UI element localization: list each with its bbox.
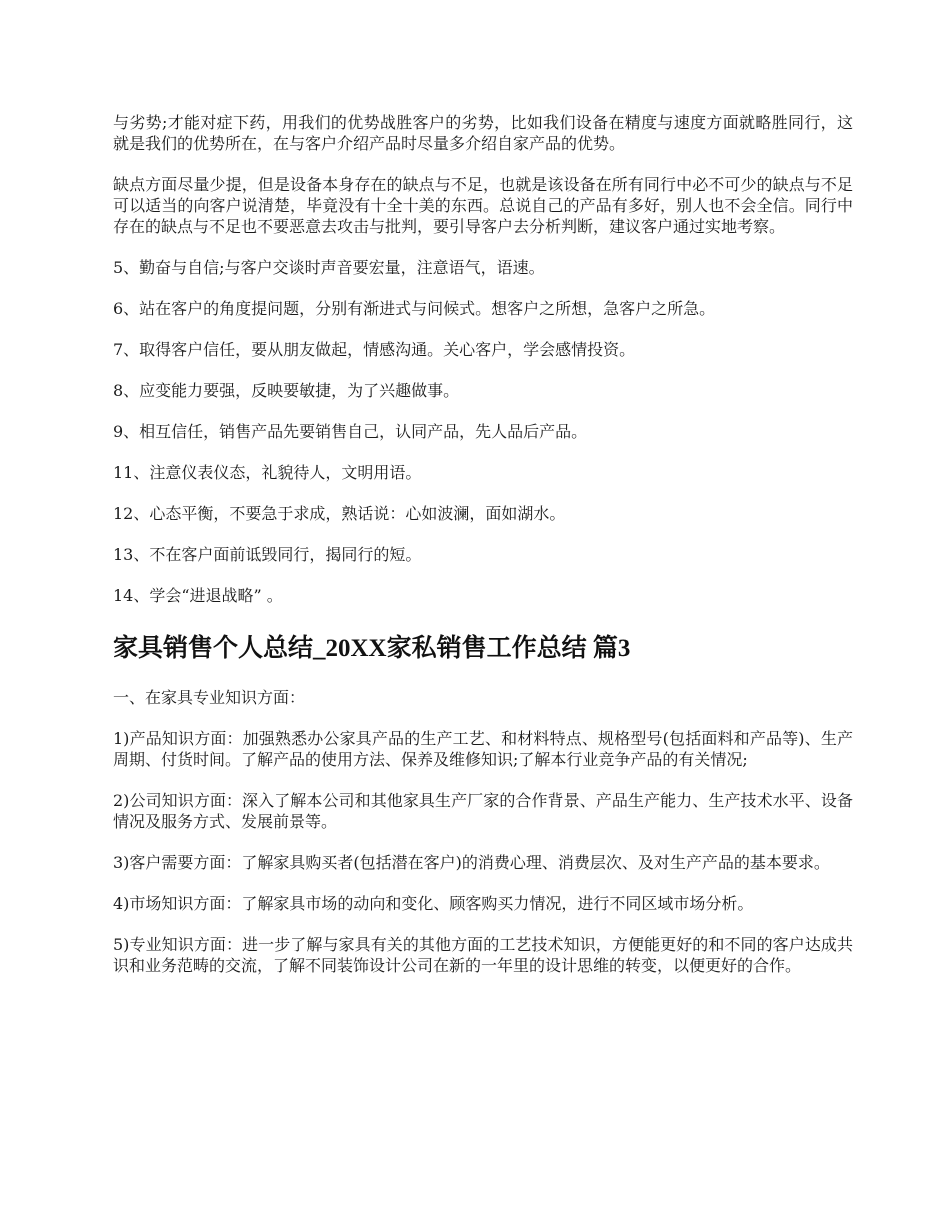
paragraph-weaknesses: 缺点方面尽量少提，但是设备本身存在的缺点与不足，也就是该设备在所有同行中必不可少的缺点与不足可以适当的向客户说清楚，毕竟没有十全十美的东西。总说自己的产品有多好，别人也不会全信。同行中存在的缺点与不足也不要恶意去攻击与批判，要引导客户去分析判断，建议客户通过实地考察。 (113, 175, 853, 236)
list-item-12: 12、心态平衡，不要急于求成，熟话说：心如波澜，面如湖水。 (113, 504, 566, 523)
point-professional-knowledge: 5)专业知识方面：进一步了解与家具有关的其他方面的工艺技术知识，方便能更好的和不同的客户达成共识和业务范畴的交流，了解不同装饰设计公司在新的一年里的设计思维的转变，以便更好的合作。 (113, 935, 853, 975)
document-page (113, 112, 853, 996)
list-item-14: 14、学会“进退战略” 。 (113, 586, 283, 605)
list-item-9: 9、相互信任，销售产品先要销售自己，认同产品，先人品后产品。 (113, 422, 588, 441)
paragraph-strengths: 与劣势;才能对症下药，用我们的优势战胜客户的劣势，比如我们设备在精度与速度方面就略胜同行，这就是我们的优势所在，在与客户介绍产品时尽量多介绍自家产品的优势。 (113, 113, 853, 153)
list-item-7: 7、取得客户信任，要从朋友做起，情感沟通。关心客户，学会感情投资。 (113, 340, 636, 359)
point-company-knowledge: 2)公司知识方面：深入了解本公司和其他家具生产厂家的合作背景、产品生产能力、生产技术水平、设备情况及服务方式、发展前景等。 (113, 791, 853, 831)
point-customer-needs: 3)客户需要方面：了解家具购买者(包括潜在客户)的消费心理、消费层次、及对生产产品的基本要求。 (113, 853, 830, 872)
point-market-knowledge: 4)市场知识方面：了解家具市场的动向和变化、顾客购买力情况，进行不同区域市场分析。 (113, 894, 754, 913)
section-heading: 家具销售个人总结_20XX家私销售工作总结 篇3 (113, 635, 631, 662)
list-item-6: 6、站在客户的角度提问题，分别有渐进式与问候式。想客户之所想，急客户之所急。 (113, 299, 716, 318)
list-item-13: 13、不在客户面前诋毁同行，揭同行的短。 (113, 545, 422, 564)
list-item-5: 5、勤奋与自信;与客户交谈时声音要宏量，注意语气，语速。 (113, 258, 545, 277)
subsection-title: 一、在家具专业知识方面： (113, 688, 306, 707)
list-item-11: 11、注意仪表仪态，礼貌待人，文明用语。 (113, 463, 422, 482)
list-item-8: 8、应变能力要强，反映要敏捷，为了兴趣做事。 (113, 381, 460, 400)
point-product-knowledge: 1)产品知识方面：加强熟悉办公家具产品的生产工艺、和材料特点、规格型号(包括面料和产品等)、生产周期、付货时间。了解产品的使用方法、保养及维修知识;了解本行业竞争产品的有关情况; (113, 729, 853, 769)
